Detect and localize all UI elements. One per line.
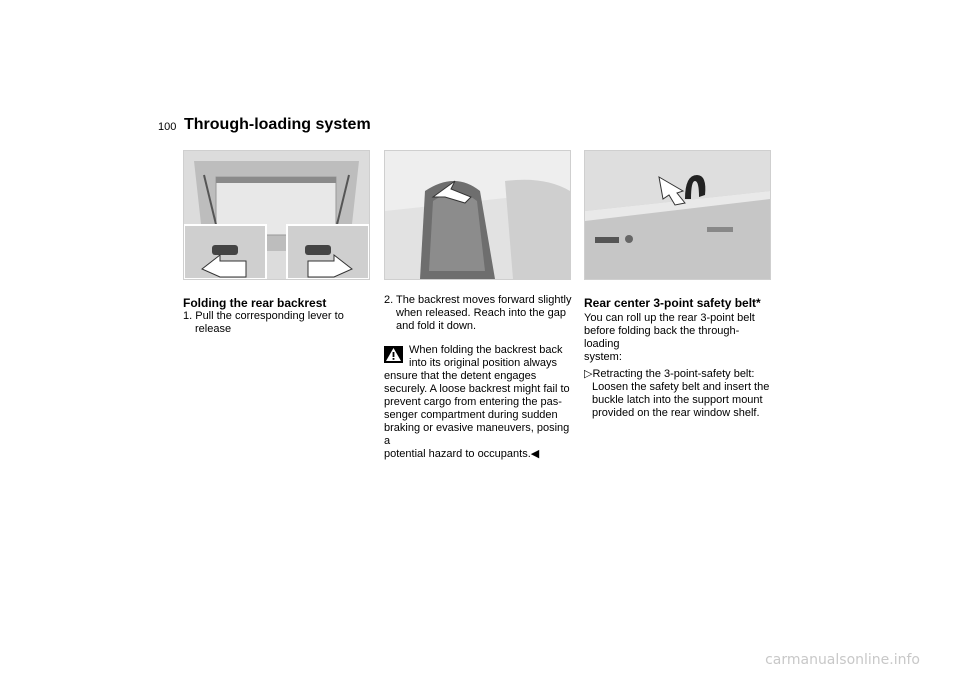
backrest-levers-illustration (184, 151, 369, 279)
bullet-line: provided on the rear window shelf. (592, 407, 760, 419)
intro-line: system: (584, 351, 622, 363)
step-2-line: 2. The backrest moves forward slightly (384, 294, 572, 306)
step-2-line: when released. Reach into the gap (396, 307, 567, 319)
section-folding-rear-backrest (183, 296, 373, 336)
warning-line: senger compartment during sudden (384, 409, 558, 421)
figure-rear-backrest-levers (183, 150, 370, 280)
step-1-line: release (195, 323, 232, 335)
warning-line: potential hazard to occupants.◀ (384, 448, 540, 460)
section-heading: Rear center 3-point safety belt* (584, 296, 761, 310)
warning-line: securely. A loose backrest might fail to (384, 383, 570, 395)
rear-center-belt-illustration (585, 151, 770, 279)
section-step-2 (384, 294, 574, 333)
warning-triangle-icon (384, 346, 403, 363)
backrest-fold-illustration (385, 151, 570, 279)
warning-line: prevent cargo from entering the pas- (384, 396, 562, 408)
figure-backrest-fold (384, 150, 571, 280)
figure-rear-center-belt (584, 150, 771, 280)
bullet-line: buckle latch into the support mount (592, 394, 763, 406)
watermark: carmanualsonline.info (765, 652, 920, 668)
warning-note (384, 344, 574, 461)
page-number: 100 (158, 121, 177, 133)
warning-line: When folding the backrest back (409, 344, 563, 356)
intro-line: before folding back the through-loading (584, 325, 740, 350)
section-rear-center-belt (584, 296, 774, 420)
bullet-line: ▷Retracting the 3-point-safety belt: (584, 368, 755, 380)
page-title: Through-loading system (184, 116, 371, 133)
bullet-line: Loosen the safety belt and insert the (592, 381, 770, 393)
intro-line: You can roll up the rear 3-point belt (584, 312, 755, 324)
warning-line: ensure that the detent engages (384, 370, 537, 382)
step-1-line: 1. Pull the corresponding lever to (183, 310, 344, 322)
warning-line: braking or evasive maneuvers, posing a (384, 422, 570, 447)
section-heading: Folding the rear backrest (183, 296, 327, 310)
step-2-line: and fold it down. (396, 320, 477, 332)
warning-line: into its original position always (409, 357, 557, 369)
